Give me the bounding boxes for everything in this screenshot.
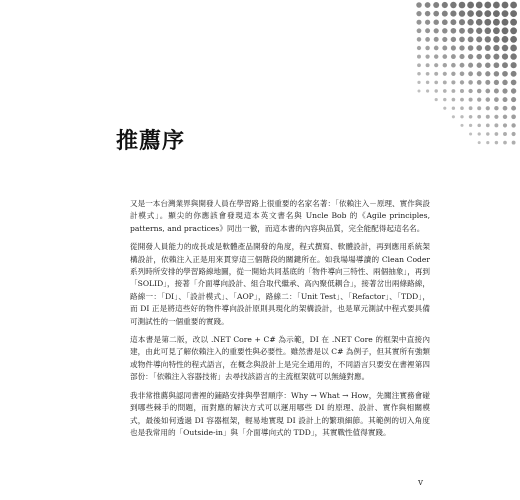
halftone-dot (477, 106, 481, 110)
halftone-dot (495, 141, 498, 144)
page-number: v (418, 478, 424, 488)
halftone-dot (467, 10, 474, 17)
halftone-dot (417, 28, 422, 33)
halftone-dot (510, 19, 517, 26)
halftone-dot (460, 98, 464, 102)
halftone-dot (467, 19, 473, 25)
halftone-dot (485, 28, 492, 35)
halftone-dot (476, 28, 482, 34)
halftone-dot (459, 37, 465, 43)
halftone-dot (460, 106, 464, 110)
halftone-dot (503, 115, 507, 119)
halftone-dot (469, 132, 472, 135)
halftone-dot (442, 46, 447, 51)
halftone-dot (502, 88, 507, 93)
halftone-dot (459, 28, 465, 34)
halftone-dot (486, 97, 490, 101)
halftone-dot (469, 98, 473, 102)
halftone-dot (468, 80, 473, 85)
halftone-dot (486, 115, 490, 119)
halftone-dot (485, 45, 491, 51)
halftone-dot (493, 2, 500, 9)
halftone-dot (502, 54, 508, 60)
halftone-dot (476, 19, 483, 26)
halftone-dot (426, 72, 430, 76)
halftone-dot (503, 97, 508, 102)
halftone-dot (510, 2, 517, 9)
halftone-dot (425, 11, 430, 16)
halftone-dot (485, 89, 490, 94)
foreword-body (130, 198, 430, 445)
halftone-dot (442, 37, 447, 42)
halftone-dot (476, 10, 483, 17)
halftone-dot (450, 2, 456, 8)
halftone-dot (434, 54, 438, 58)
halftone-dot (426, 63, 430, 67)
halftone-dot (452, 115, 455, 118)
halftone-dot (484, 2, 491, 9)
halftone-dot (511, 71, 517, 77)
halftone-dot (434, 89, 437, 92)
halftone-dot (484, 10, 491, 17)
halftone-dot (477, 115, 481, 119)
halftone-dot (485, 36, 491, 42)
halftone-dot (416, 2, 422, 8)
halftone-dot (468, 89, 472, 93)
halftone-dot (502, 80, 507, 85)
halftone-dot (460, 63, 465, 68)
halftone-dot (434, 63, 438, 67)
halftone-dot (502, 45, 508, 51)
halftone-dot (485, 54, 491, 60)
halftone-dot (459, 54, 464, 59)
halftone-dot (494, 97, 499, 102)
halftone-dot (503, 106, 508, 111)
halftone-dot (477, 71, 482, 76)
halftone-dot (493, 36, 499, 42)
halftone-dot (425, 28, 430, 33)
halftone-dot (434, 81, 438, 85)
halftone-dot (443, 63, 447, 67)
halftone-dot (451, 89, 455, 93)
halftone-dot (511, 106, 516, 111)
halftone-dot (486, 106, 490, 110)
halftone-dot (451, 63, 456, 68)
halftone-dot (417, 46, 421, 50)
halftone-dot (417, 37, 422, 42)
halftone-dot (494, 80, 499, 85)
halftone-dot (434, 46, 439, 51)
halftone-dot (434, 28, 439, 33)
halftone-dot (510, 45, 517, 52)
halftone-dot (459, 2, 466, 9)
halftone-dot (511, 62, 517, 68)
halftone-dot (451, 45, 456, 50)
halftone-dot (510, 36, 517, 43)
halftone-dot (468, 28, 474, 34)
halftone-dot (443, 107, 446, 110)
halftone-dot (459, 10, 465, 16)
halftone-dot (511, 97, 516, 102)
halftone-dot (494, 115, 498, 119)
halftone-dot (442, 54, 447, 59)
halftone-dot (425, 37, 430, 42)
paragraph: 又是一本台灣業界與開發人員在學習路上很重要的名家名著：「依賴注入－原理、實作與設計模式」。顯尖的你應該會發現這本英文書名與 Uncle Bob 的《Agile principles, patterns, and practices》同出一徹，而這本書的內容與品質，完全能配得起這名名。 (130, 199, 430, 233)
halftone-dot (460, 72, 465, 77)
halftone-dot (442, 28, 447, 33)
halftone-dot (494, 106, 498, 110)
halftone-dot (468, 63, 473, 68)
halftone-dot (503, 141, 507, 145)
halftone-dot (486, 124, 490, 128)
halftone-dot (486, 141, 489, 144)
halftone-dot (469, 124, 472, 127)
halftone-dot (468, 45, 474, 51)
halftone-dot (476, 36, 482, 42)
halftone-dot (493, 27, 500, 34)
halftone-dot (502, 19, 509, 26)
halftone-dot (477, 63, 482, 68)
paragraph: 從開發人員能力的成長或是軟體產品開發的角度，程式撰寫、軟體設計，再到應用系統架構設計，依賴注入正是用來貫穿這三個階段的關鍵所在。如我場場導讀的 Clean Coder 系列時所安排的學習路線地圖，從一開始共同基底的「物件導向三特性、兩個抽象」，再到「SOLID」，接著「介面導向設計、組合取代繼承、高內聚低耦合」，接著岔出兩條路線，路線一：「DI」、「設計模式」、「AOP」，路線二：「Unit Test」、「Refactor」、「TDD」，而 DI 正是將這些好的物件導向設計原則具現化的架構設計，也是單元測試中程式要具備可測試性的一個重要的實踐。 (130, 242, 430, 326)
halftone-dot (425, 54, 429, 58)
halftone-dot (451, 72, 455, 76)
halftone-dot (511, 123, 515, 127)
halftone-dot (468, 36, 474, 42)
halftone-dot (460, 89, 464, 93)
halftone-dot (477, 97, 481, 101)
halftone-dot (477, 124, 481, 128)
halftone-dot (443, 80, 447, 84)
halftone-dot (425, 46, 429, 50)
halftone-dot (416, 11, 421, 16)
halftone-dot (494, 89, 499, 94)
paragraph: 我非常推薦與認同書裡的鋪路安排與學習順序：Why → What → How，先關注實務會碰到哪些棘手的問題，而對應的解決方式可以運用哪些 DI 的原理、設計、實作與相關模式，最後如何透過 DI 容器框架，輕易地實現 DI 設計上的繁瑣細節。其範例的切入角度也是我常用的「Outside-in」與「介面導向式的 TDD」，其實戰性值得實踐。 (130, 390, 430, 437)
halftone-dot (511, 114, 516, 119)
halftone-dot (510, 53, 516, 59)
halftone-dot (443, 72, 447, 76)
halftone-dot (417, 55, 421, 59)
halftone-dot (425, 2, 431, 8)
halftone-dot (493, 54, 499, 60)
halftone-dot (494, 62, 500, 68)
halftone-dot (477, 89, 482, 94)
halftone-dot (451, 37, 456, 42)
halftone-dot (503, 132, 507, 136)
halftone-dot (494, 71, 499, 76)
halftone-dot (502, 27, 509, 34)
halftone-dot (416, 20, 421, 25)
halftone-dot (443, 89, 447, 93)
halftone-dot (502, 62, 508, 68)
halftone-dot (502, 71, 508, 77)
paragraph: 這本書是第二版，改以 .NET Core + C# 為示範，DI 在 .NET Core 的框架中直接內建，由此可見了解依賴注入的重要性與必要性。雖然書是以 C# 為例子，但其實所有強類或物件導向特性的程式語言，在概念與設計上是完全通用的，不同語言只要安在書裡第四部份：「依賴注入容器技術」去尋找該語言的主流框架就可以無縫對應。 (130, 335, 430, 382)
halftone-dot (442, 2, 448, 8)
halftone-dot (451, 80, 455, 84)
halftone-dot (468, 71, 473, 76)
halftone-dot (512, 141, 516, 145)
halftone-dot (417, 81, 420, 84)
halftone-dot (484, 19, 491, 26)
halftone-dot (426, 81, 429, 84)
halftone-dot (494, 123, 498, 127)
halftone-dot (511, 88, 516, 93)
halftone-dot (417, 72, 420, 75)
halftone-dot (478, 141, 481, 144)
halftone-dot (435, 98, 438, 101)
halftone-dot (493, 45, 499, 51)
halftone-dot (477, 80, 482, 85)
halftone-dot (452, 107, 455, 110)
halftone-dot (476, 54, 482, 60)
halftone-dot (425, 20, 430, 25)
halftone-dot (510, 27, 517, 34)
halftone-dot (434, 72, 438, 76)
halftone-dot (493, 10, 500, 17)
halftone-dot (433, 19, 438, 24)
halftone-dot (502, 2, 509, 9)
halftone-dot (442, 19, 448, 25)
halftone-dot (434, 37, 439, 42)
halftone-dot (452, 98, 456, 102)
halftone-dot (469, 106, 473, 110)
halftone-dot (450, 11, 456, 17)
halftone-dot (459, 19, 465, 25)
halftone-dot (503, 123, 507, 127)
halftone-dot (417, 63, 421, 67)
halftone-dot (450, 19, 456, 25)
page-title: 推薦序 (116, 129, 186, 154)
halftone-dot (469, 115, 473, 119)
halftone-dot (460, 124, 463, 127)
halftone-dot (418, 90, 421, 93)
halftone-dot (442, 11, 448, 17)
halftone-dot (459, 45, 464, 50)
halftone-dot (468, 54, 473, 59)
halftone-dot (493, 19, 500, 26)
halftone-dot (485, 80, 490, 85)
halftone-dot (476, 45, 482, 51)
halftone-dot (443, 98, 446, 101)
halftone-dot (511, 80, 517, 86)
halftone-dot (510, 10, 517, 17)
halftone-dot (460, 115, 463, 118)
halftone-dot (476, 2, 483, 9)
halftone-dot-decoration (414, 0, 520, 150)
halftone-dot (426, 89, 429, 92)
halftone-dot (502, 10, 509, 17)
halftone-dot (451, 54, 456, 59)
halftone-dot (485, 62, 491, 68)
halftone-dot (478, 132, 481, 135)
halftone-dot (433, 2, 439, 8)
halftone-dot (485, 71, 490, 76)
halftone-dot (502, 36, 509, 43)
halftone-dot (451, 28, 457, 34)
halftone-dot (512, 132, 516, 136)
halftone-dot (433, 11, 439, 17)
halftone-dot (486, 132, 489, 135)
halftone-dot (495, 132, 499, 136)
halftone-dot (467, 2, 474, 9)
halftone-dot (460, 80, 464, 84)
